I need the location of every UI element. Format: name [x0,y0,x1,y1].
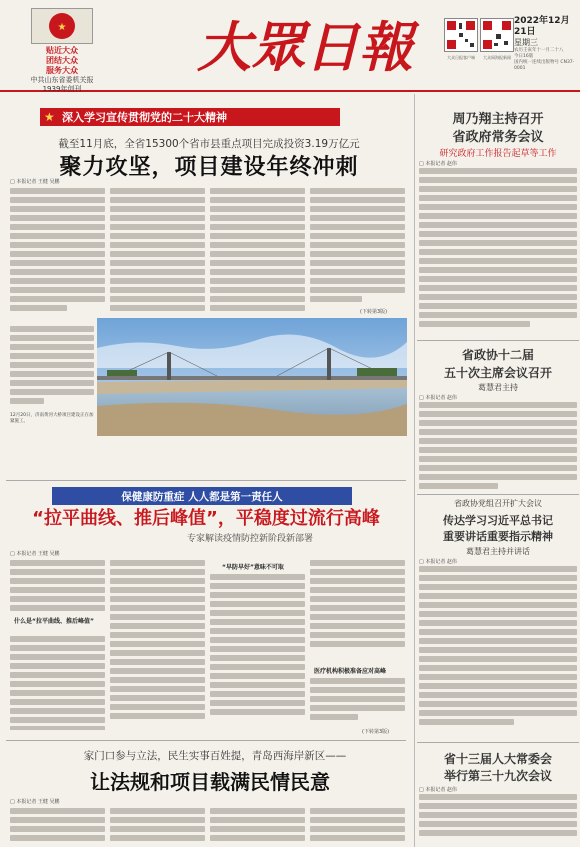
story2-subtitle-3: 医疗机构积极准备应对高峰 [314,668,387,675]
r4-byline: □ 本报记者 赵伟 [419,787,457,793]
r4-body [419,794,577,846]
svg-text:大眾日報: 大眾日報 [197,15,413,79]
slogan-3: 服务大众 [46,66,78,75]
story3-body-col-4 [310,808,405,846]
section-banner [40,108,340,126]
date: 2022年12月21日 [514,16,570,37]
r1-subhead: 研究政府工作报告起草等工作 [439,149,557,159]
story3-body-col-2 [110,808,205,846]
masthead [0,0,580,92]
issue-info: 今日16版 [514,54,534,59]
org-name: 中共山东省委机关报 [30,76,94,84]
story2-headline[interactable]: “拉平曲线、推后峰值”，平稳度过流行高峰 [32,508,380,529]
lead-body-col-1 [10,188,105,313]
story2-body-col-4 [310,560,405,660]
story2-body-col-1 [10,560,105,730]
divider [6,480,406,481]
r1-byline: □ 本报记者 赵伟 [419,161,457,167]
r3-byline: □ 本报记者 赵伟 [419,559,457,565]
divider [417,742,579,743]
r4-headline-2[interactable]: 举行第三十九次会议 [443,769,552,783]
svg-text:★: ★ [57,22,67,33]
section-banner-2: 保健康防重症 人人都是第一责任人 [52,487,352,505]
r4-headline-1[interactable]: 省十三届人大常委会 [443,752,552,766]
r1-body [419,168,577,336]
story3-body-col-3 [210,808,305,846]
r3-kicker: 省政协党组召开扩大会议 [454,499,542,508]
r2-subhead: 葛慧君主持 [478,383,518,392]
publication-code: 国内统一连续出版物号 CN37-0001 [514,60,575,71]
r3-body [419,566,577,736]
lead-headline[interactable]: 聚力攻坚，项目建设年终冲刺 [59,155,359,180]
slogan-1: 贴近大众 [46,46,78,55]
lead-kicker: 截至11月底，全省15300个省市县重点项目完成投资3.19万亿元 [58,138,360,150]
lunar-date: 农历壬寅年十一月二十八 [514,48,564,53]
story3-headline[interactable]: 让法规和项目载满民情民意 [90,770,330,794]
divider [6,740,406,741]
story2-subtitle-2: “早防早好”意味不可取 [222,564,284,571]
r2-headline-1[interactable]: 省政协十二届 [461,348,534,362]
qr-caption-2: 大众网海报新闻 [483,55,511,60]
qr-code-icon[interactable] [444,18,478,52]
story3-byline: □ 本报记者 王健 吴鹏 [10,799,60,805]
qr-code-icon[interactable] [480,18,514,52]
story2-subhead: 专家解读疫情防控新阶段新部署 [186,534,313,544]
divider [417,494,579,495]
date-block [514,16,578,72]
slogan-2: 团结大众 [46,56,78,65]
right-column [414,94,580,847]
r2-headline-2[interactable]: 五十次主席会议召开 [443,366,552,380]
photo-caption: 12月20日，济南黄河大桥项目建设正在加紧施工。 [10,413,94,424]
banner-text: 深入学习宣传贯彻党的二十大精神 [62,111,227,124]
r3-headline-2[interactable]: 重要讲话重要指示精神 [443,530,553,543]
lead-body-col-5 [10,326,94,406]
lead-photo[interactable] [97,318,407,436]
lead-byline: □ 本报记者 王健 吴鹏 [10,179,60,185]
story3-kicker: 家门口参与立法，民生实事百姓提，青岛西海岸新区—— [83,750,347,762]
r1-headline-1[interactable]: 周乃翔主持召开 [452,112,544,127]
lead-continued: (下转第3版) [360,309,388,315]
r2-byline: □ 本报记者 赵伟 [419,395,457,401]
r3-subhead: 葛慧君主持并讲话 [466,547,530,556]
divider [417,340,579,341]
weekday: 星期三 [514,38,538,47]
story2-continued: (下转第3版) [362,729,390,735]
newspaper-logo [170,6,440,82]
story2-subtitle-1: 什么是“拉平曲线、推后峰值” [14,618,94,625]
lead-body-col-2 [110,188,205,313]
story3-body-col-1 [10,808,105,846]
story2-body-col-3 [210,574,305,730]
story2-body-col-5 [310,678,405,730]
r1-headline-2[interactable]: 省政府常务会议 [452,130,544,145]
main-column [0,94,410,847]
lead-body-col-4 [310,188,405,313]
star-icon: ★ [44,110,55,124]
lead-body-col-3 [210,188,305,313]
story2-byline: □ 本报记者 王健 吴鹏 [10,551,60,557]
story2-body-col-2 [110,560,205,730]
founded: 1939年创刊 [42,85,82,93]
masthead-left [12,8,112,94]
party-emblem-icon [31,8,93,44]
r2-body [419,402,577,492]
r3-headline-1[interactable]: 传达学习习近平总书记 [443,514,553,527]
qr-caption-1: 大众日报客户端 [447,55,475,60]
